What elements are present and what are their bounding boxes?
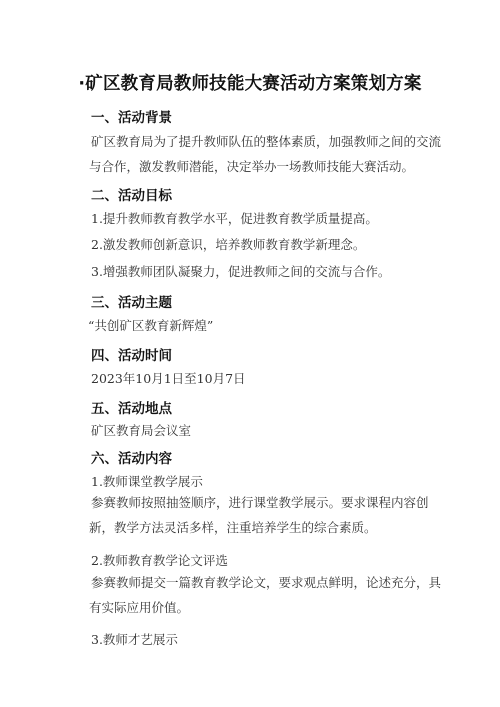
time-text: 2023年10月1日至10月7日 xyxy=(91,371,246,386)
content-item-label: 3.教师才艺展示 xyxy=(91,632,178,647)
content-item-paragraph xyxy=(89,490,429,540)
goal-item: 3.增强教师团队凝聚力，促进教师之间的交流与合作。 xyxy=(91,264,391,279)
location-text: 矿区教育局会议室 xyxy=(91,423,192,438)
background-paragraph xyxy=(89,129,442,179)
theme-text: “共创矿区教育新辉煌” xyxy=(88,318,214,333)
section-heading-goals: 二、活动目标 xyxy=(91,188,172,204)
paragraph-line: 矿区教育局为了提升教师队伍的整体素质，加强教师之间的交流 xyxy=(91,134,442,149)
paragraph-line: 新，教学方法灵活多样，注重培养学生的综合素质。 xyxy=(89,520,377,535)
paragraph-line: 与合作，激发教师潜能，决定举办一场教师技能大赛活动。 xyxy=(89,159,415,174)
paragraph-line: 参赛教师提交一篇教育教学论文，要求观点鲜明，论述充分，具 xyxy=(91,575,442,590)
goal-item: 1.提升教师教育教学水平，促进教育教学质量提高。 xyxy=(91,211,378,226)
document-title: ·矿区教育局教师技能大赛活动方案策划方案 xyxy=(78,74,422,94)
section-heading-background: 一、活动背景 xyxy=(91,110,172,126)
paragraph-line: 参赛教师按照抽签顺序，进行课堂教学展示。要求课程内容创 xyxy=(91,495,429,510)
goal-item: 2.激发教师创新意识，培养教师教育教学新理念。 xyxy=(91,237,366,252)
paragraph-line: 有实际应用价值。 xyxy=(89,600,190,615)
content-item-label: 1.教师课堂教学展示 xyxy=(91,474,203,489)
section-heading-content: 六、活动内容 xyxy=(91,451,172,467)
section-heading-location: 五、活动地点 xyxy=(91,401,172,417)
content-item-label: 2.教师教育教学论文评选 xyxy=(91,553,228,568)
content-item-paragraph xyxy=(89,570,442,620)
section-heading-time: 四、活动时间 xyxy=(91,348,172,364)
section-heading-theme: 三、活动主题 xyxy=(91,295,172,311)
